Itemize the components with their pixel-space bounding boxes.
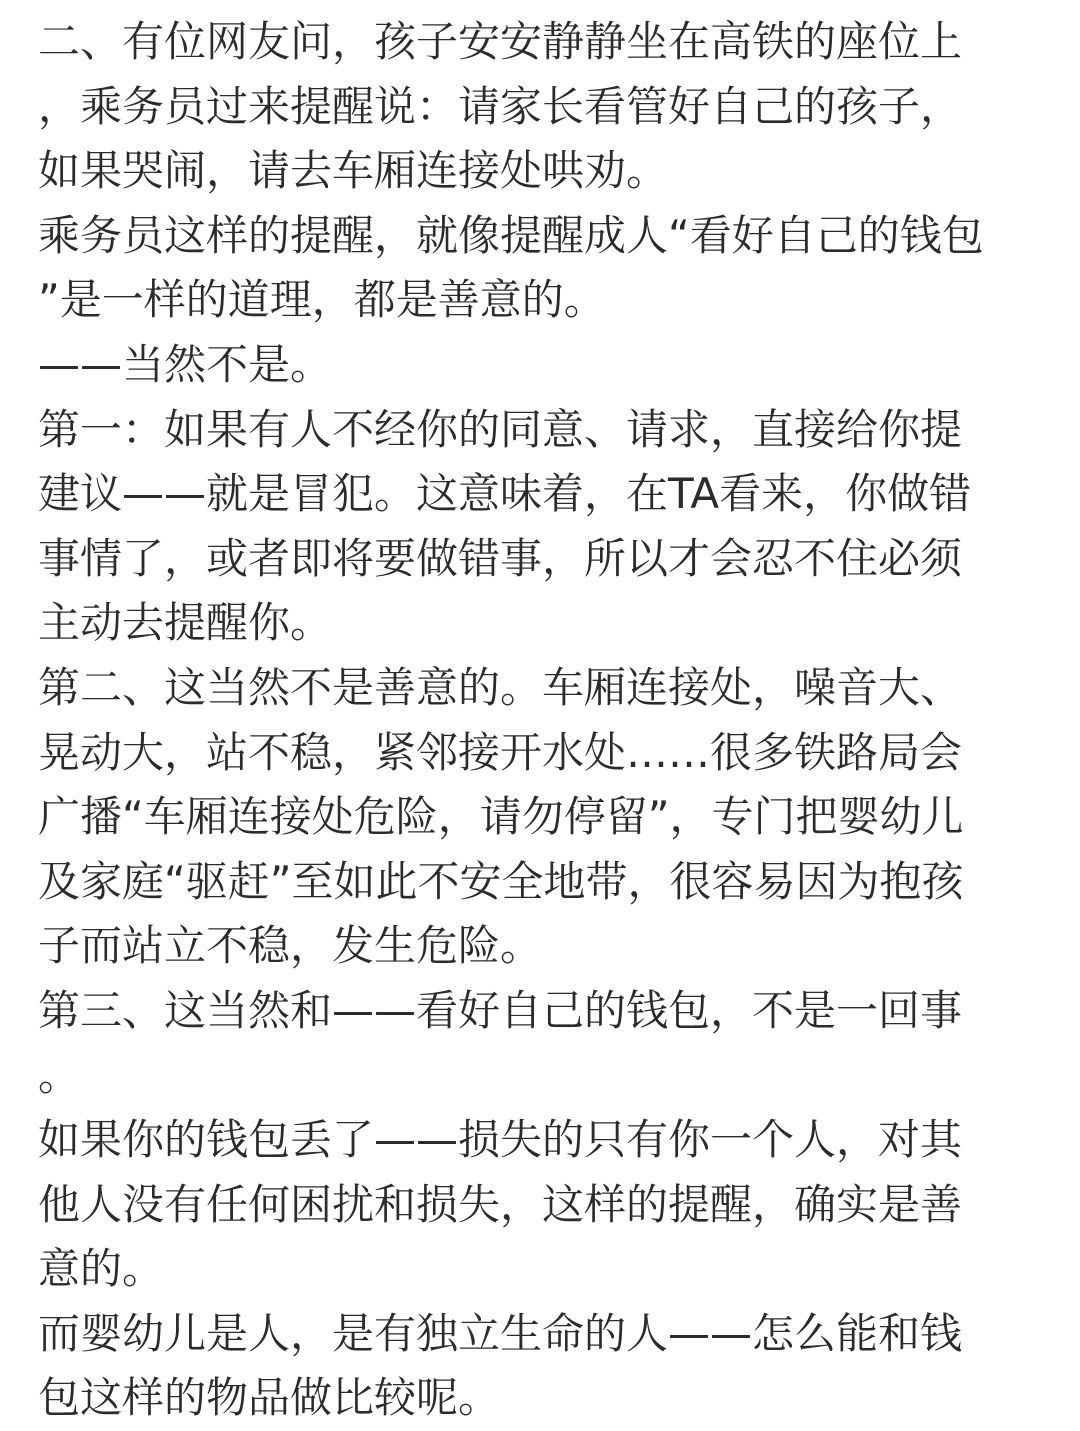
text-line: 子而站立不稳，发生危险。 <box>38 921 543 971</box>
text-line: 建议——就是冒犯。这意味着，在TA看来，你做错 <box>38 469 972 519</box>
text-line: 第三、这当然和——看好自己的钱包，不是一回事 <box>38 985 963 1035</box>
text-line: 意的。 <box>38 1244 165 1294</box>
text-line: 二、有位网友问，孩子安安静静坐在高铁的座位上 <box>38 17 963 66</box>
text-line: 主动去提醒你。 <box>38 598 333 648</box>
text-line: 。 <box>38 1050 81 1100</box>
text-line: 包这样的物品做比较呢。 <box>38 1373 501 1423</box>
text-line: 如果哭闹，请去车厢连接处哄劝。 <box>38 146 669 196</box>
text-line: 他人没有任何困扰和损失，这样的提醒，确实是善 <box>38 1179 963 1229</box>
text-line: 事情了，或者即将要做错事，所以才会忍不住必须 <box>38 533 963 583</box>
text-line: ”是一样的道理，都是善意的。 <box>38 275 606 325</box>
text-line: 如果你的钱包丢了——损失的只有你一个人，对其 <box>38 1115 963 1165</box>
text-line: 乘务员这样的提醒，就像提醒成人“看好自己的钱包 <box>38 210 984 260</box>
text-line: 第一：如果有人不经你的同意、请求，直接给你提 <box>38 404 963 454</box>
text-line: ——当然不是。 <box>38 339 333 389</box>
text-line: 广播“车厢连接处危险，请勿停留”，专门把婴幼儿 <box>38 792 964 842</box>
article-text <box>38 10 1042 1431</box>
text-line: 而婴幼儿是人，是有独立生命的人——怎么能和钱 <box>38 1308 963 1358</box>
text-line: 晃动大，站不稳，紧邻接开水处……很多铁路局会 <box>38 727 963 777</box>
text-line: ，乘务员过来提醒说：请家长看管好自己的孩子， <box>38 81 963 131</box>
text-line: 及家庭“驱赶”至如此不安全地带，很容易因为抱孩 <box>38 856 964 906</box>
text-line: 第二、这当然不是善意的。车厢连接处，噪音大、 <box>38 662 963 712</box>
